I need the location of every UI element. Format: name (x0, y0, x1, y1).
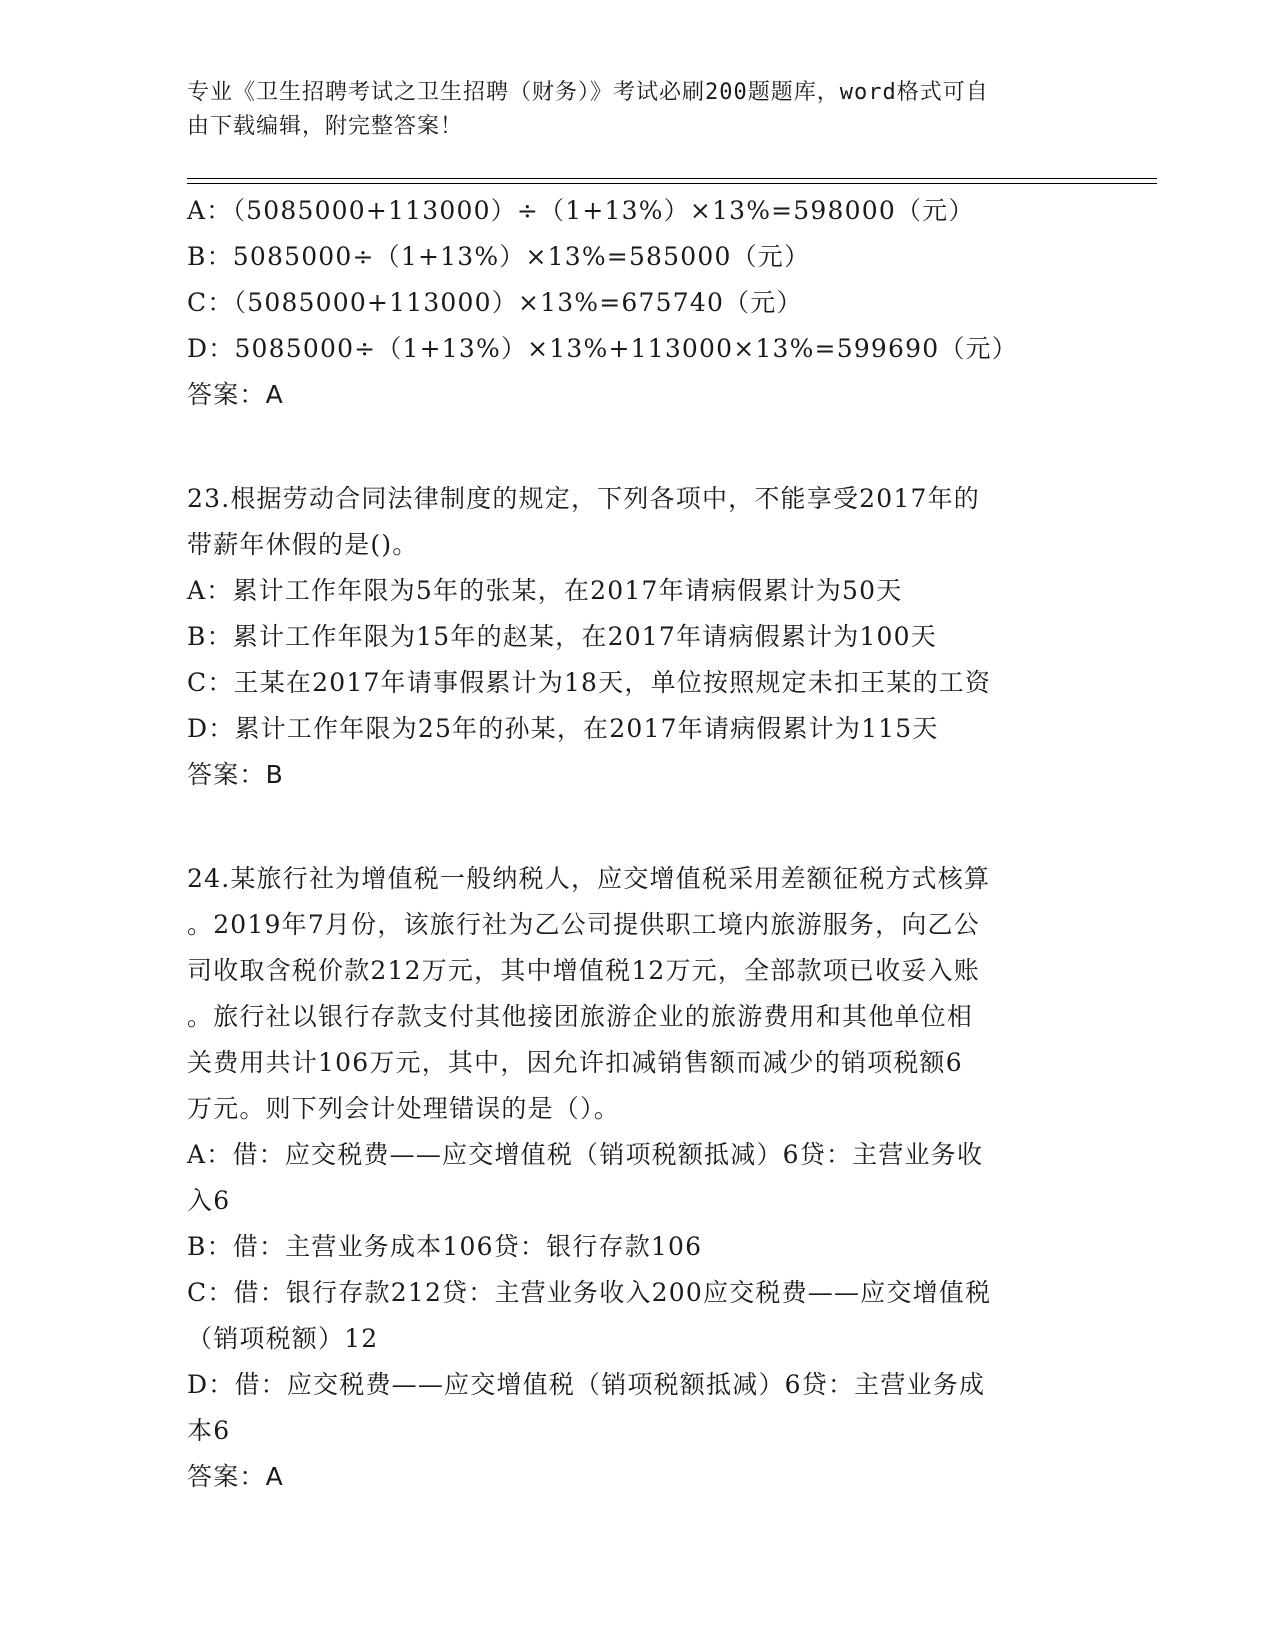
question-stem-line: 关费用共计106万元，其中，因允许扣减销售额而减少的销项税额6 (187, 1048, 963, 1077)
option-d: D：5085000÷（1+13%）×13%+113000×13%=599690（元） (187, 334, 1018, 363)
question-stem-line: 带薪年休假的是()。 (187, 530, 419, 559)
option-a: A：（5085000+113000）÷（1+13%）×13%=598000（元） (187, 196, 975, 225)
question-stem-line: 。2019年7月份，该旅行社为乙公司提供职工境内旅游服务，向乙公 (187, 910, 980, 939)
option-d: D：累计工作年限为25年的孙某，在2017年请病假累计为115天 (187, 714, 939, 743)
option-a-continued: 入6 (187, 1186, 231, 1215)
option-b: B：累计工作年限为15年的赵某，在2017年请病假累计为100天 (187, 622, 937, 651)
option-c: C：王某在2017年请事假累计为18天，单位按照规定未扣王某的工资 (187, 668, 992, 697)
question-stem-line: 。旅行社以银行存款支付其他接团旅游企业的旅游费用和其他单位相 (187, 1002, 974, 1031)
option-d: D：借：应交税费——应交增值税（销项税额抵减）6贷：主营业务成 (187, 1370, 986, 1399)
option-b: B：借：主营业务成本106贷：银行存款106 (187, 1232, 703, 1261)
option-d-continued: 本6 (187, 1416, 231, 1445)
answer-line: 答案：A (187, 380, 284, 409)
spacer (187, 798, 1087, 856)
document-body (187, 188, 1087, 1500)
question-24-block (187, 856, 1087, 1500)
question-22-block (187, 188, 1087, 418)
option-a: A：借：应交税费——应交增值税（销项税额抵减）6贷：主营业务收 (187, 1140, 984, 1169)
header-line-2: 由下载编辑，附完整答案！ (187, 114, 464, 139)
header-divider (187, 178, 1157, 184)
answer-line: 答案：A (187, 1462, 284, 1491)
document-header (187, 76, 1087, 144)
option-b: B：5085000÷（1+13%）×13%=585000（元） (187, 242, 811, 271)
option-c: C：（5085000+113000）×13%=675740（元） (187, 288, 803, 317)
question-stem-line: 司收取含税价款212万元，其中增值税12万元，全部款项已收妥入账 (187, 956, 980, 985)
answer-line: 答案：B (187, 760, 284, 789)
question-stem-line: 23.根据劳动合同法律制度的规定，下列各项中，不能享受2017年的 (187, 484, 980, 513)
header-line-1: 专业《卫生招聘考试之卫生招聘（财务）》考试必刷200题题库，word格式可自 (187, 80, 989, 105)
spacer (187, 418, 1087, 476)
option-c-continued: （销项税额）12 (187, 1324, 379, 1353)
option-a: A：累计工作年限为5年的张某，在2017年请病假累计为50天 (187, 576, 903, 605)
question-23-block (187, 476, 1087, 798)
question-stem-line: 万元。则下列会计处理错误的是（）。 (187, 1094, 620, 1123)
option-c: C：借：银行存款212贷：主营业务收入200应交税费——应交增值税 (187, 1278, 992, 1307)
question-stem-line: 24.某旅行社为增值税一般纳税人，应交增值税采用差额征税方式核算 (187, 864, 991, 893)
